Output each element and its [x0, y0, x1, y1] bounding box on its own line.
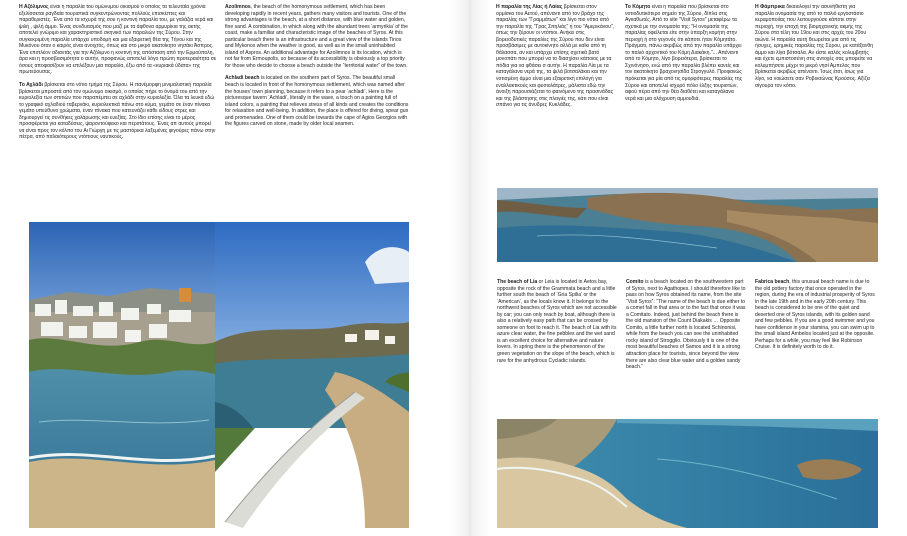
azolimnos-english-paragraph: Azolimnos, the beach of the homonymous settlement, which has been developing rapidly in recent years, gathers many visitors and tourists. One of the strong advantages is the beach, at a short distance, with blue water and golden, fine sand. A combination, in which along with the abundant trees ‘armyrikia’ of the coast, make a familiar and characteristic image of the beaches of Syros. At this particular beach there is an infrastructure and a great view of the islands Tinos and Mykonos when the weather is good, as well as in the small uninhabited island of Aspros. An additional advantage for Azolimnos is its location, which is not far from Ermoupolis, so because of its accessibility is obviously a top priority for those who decide to choose a beach outside the “territorial water” of the town.: [225, 4, 409, 69]
comito-english-column: [626, 279, 746, 419]
comito-greek-paragraph: Το Κόμητο είναι η παραλία που βρίσκεται στο νοτιοδυτικότερο σημείο της Σύρου, δίπλα στις Αγκαθωτές. Από το site "Visit Syros" μεταφέρω τα σχετικά με την ονομασία της: "Η ονομασία της παραλίας οφείλεται είτε στην ύπαρξη κομήτη στην περιοχή ή στο γεγονός ότι κάποτε ήταν Κόμητάτο. Πράγματι, πάνω ακριβώς από την παραλία υπάρχει το παλιό αρχοντικό του Κόμη Διακάκη."... Απέναντι από το Κόμητο, λίγο βορειότερα, βρίσκεται το Σχινόνησο, ενώ από την παραλία βλέπει κανείς και τον ακατοίκητο βραχονησίδα Στρογγυλό. Προφανώς πρόκειται για μία από τις ομορφότερες παραλίες της Σύρου και αποτελεί ισχυρό πόλο έλξης τουριστών, αφού πέρα από την θέα διαθέτει και καταγάλανα νερά και μια ολόχρυση αμμουδιά.: [625, 4, 743, 102]
achladi-beach-photo: [215, 222, 409, 528]
fabrica-english-paragraph: Fabrica beach, this unusual beach name is due to the old pottery factory that once operated in the region, during the era of industrial prosperity of Syros in the late 19th and in the early 20th century. This beach is considered to be one of the quiet and deserted one of Syros islands, with its golden sand and few pebbles. If you are a good swimmer and you have confidence in your stamina, you can swim up to the small island Ambelos located just at the opposite. Perhaps for a while, you may feel like Robinson Cruise. It is definitely worth to do it.: [755, 279, 875, 351]
lia-english-paragraph: The beach of Lia or Leia is located in Aetos bay, opposite the rock of the Grammata beach and a little further south the beach of ‘Gria Spilia’ or the ‘American’, as the locals know it. It belongs to the northwest beaches of Syros which are not accessible by car; you can only reach by boat, although there is also a relatively easy path that can be crossed by someone on foot to reach it. The beach of Lia with its azure clear water, the fine pebbles and the wet sand is an excellent choice for alternative and nature lovers. In spring there is the phenomenon of the green vegetation on the slope of the beach, which is rare for the anhydrous Cycladic islands.: [497, 279, 617, 364]
page-gutter: [450, 0, 490, 536]
comito-greek-column: [625, 4, 744, 190]
left-english-column: [225, 4, 409, 220]
achladi-english-paragraph: Achladi beach is located on the southern part of Syros. The beautiful small beach is located in front of the homonymous settlement, which was named after the houses’ town planning, because it refers to a pear ‘achladi’. Here is the picturesque tavern ‘Achladi’, literally in the wave, a touch on a painting full of island colors, a painting that relieves stress of all kinds and creates the conditions for relaxation and well-being. In addition, the place is offered for diving, spear gun and promenades. One of them could be towards the cape of Agios Georgios with the figures carved on stone, made by older local seamen.: [225, 75, 409, 128]
lia-english-column: [497, 279, 617, 419]
fabrica-english-column: [755, 279, 877, 419]
achladi-greek-paragraph: Το Αχλάδι βρίσκεται στο νότιο τμήμα της Σύρου. Η πανέμορφη μινιμαλιστική παραλία βρίσκεται μπροστά από τον ομώνυμο οικισμό, ο οποίος πήρε το όνομά του από την κυριολεξία των σπιτιών που παραπέμπει σε αχλάδι στην κυριολεξία. Όλα τα λευκά εδώ το γραφικό αχλαδιού ταβερνάκι, κυριολεκτικά πάνω στο κύμα, γεμάτο σε έναν πίνακα γεμάτο υπεύθυνο χρώματα, έναν πίνακα που κατευνάζει κάθε είδους στρες και δημιουργεί τις συνθήκες χαλάρωσης και ευεξίας. Στο ίδιο επίσης είναι το μέρος προσφέρεται για καταδύσεις, ψαροντούφεκο και περιπάτους. Ένας απ αυτούς μπορεί να είναι προς τον κόλπο του Αι Γιώργη με τις μαστόρικα λαξεμένες φιγούρες πάνω στην πέτρα, από παλαιότερους ντόπιους ναυτικούς.: [19, 82, 216, 141]
lia-beach-photo: [497, 188, 878, 262]
fabrica-beach-photo: [497, 419, 878, 528]
fabrica-greek-paragraph: Η Φάμπρικα δικαιολογεί την ασυνήθιστη για παραλία ονομασία της από το παλιό εργοστάσιο κεραμοποιίας που λειτουργούσε κάποτε στην περιοχή, την εποχή της βιομηχανικής ακμής της Σύρου στα τέλη του 19ου και στις αρχές του 20ου αιώνα. Η παραλία αυτή θεωρείται μια από τις ήσυχες, ερημικές παραλίες της Σύρου, με κατάξανθη άμμο και λίγα βότσαλα. Αν είστε καλός κολυμβητής και έχετε εμπιστοσύνη στις αντοχές σας μπορείτε να κολυμπήσετε μέχρι το μικρό νησί Αμπελος που βρίσκεται ακριβώς απέναντι. Ίσως έτσι, ίσως για λίγο, να νοιώσετε σαν Ροβινσώνας Κρούσος. Αξίζει σίγουρα τον κόπο.: [755, 4, 874, 89]
lia-greek-column: [496, 4, 616, 190]
comito-english-paragraph: Comito is a beach located on the southwestern part of Syros, next to Agathopes. I should therefore like to pass on how Syros obtained its name, from the site “Visit Syros”: “The name of the beach is due either to a comet fall in that area or to the fact that once it was a Comitato. Indeed, just behind the beach there is the old mansion of the Count Diakakis … Opposite Comito, a little further north is located Schinonisi, while from the beach you can see the uninhabited rocky island of Strogglio. Obviously it is one of the most beautiful beaches of Samos and it is a strong attraction place for tourists, since beyond the view there are also clear blue water and a golden sandy beach.”: [626, 279, 746, 371]
left-greek-column: [19, 4, 217, 220]
azolimnos-village-photo: [29, 222, 215, 528]
fabrica-greek-column: [755, 4, 874, 134]
lia-greek-paragraph: Η παραλία της Λίας ή Λαίας βρίσκεται στον ορμίσκο του Αετού, απέναντι από τον βράχο της παραλίας των "Γραμμάτων" και λίγο πιο νότια από την παραλία της "Γρας Σπηλιάς" ή του "Αμερικάνου", όπως την ξέρουν οι ντόπιοι. Ανήκει στις βορειοδυτικές παραλίες της Σύρου που δεν είναι προσβάσιμες με αυτοκίνητο αλλά με καΐκι από τη θάλασσα, αν και υπάρχει επίσης σχετικά βατό μονοπάτι που μπορεί να το διασχίσει κάποιος με τα πόδια για να φθάσει σ αυτήν. Η παραλία Λία με τα καταγάλανα νερά της, τα ψιλά βοτσαλάκια και την νοτισμένη άμμο είναι μια εξαιρετική επιλογή για εναλλακτικούς και φυσιολάτρες, μάλιστα εδώ την άνοιξη παρουσιάζεται το φαινόμενο της πρασινάδας και της βλάστησης στις πλαγιές της, κάτι που είναι σπάνιο για τις άνυδρες Κυκλάδες.: [496, 4, 615, 109]
azolimnos-greek-paragraph: Η Αζόλιμνος είναι η παραλία του ομώνυμου οικισμού ο οποίος τα τελευταία χρόνια εξελίσσεται ραγδαία τουριστικά συγκεντρώνοντας πολλούς επισκέπτες και παραθεριστές. Ένα από τα ισχυρά της σου η κοντινή παραλία του, με γαλάζια νερά και ψιλή , ψιλή άμμο. Ένας συνδυασμός που μαζί με τα άφθονα αρμυρίκια της ακτής αποτελεί γνώριμο και χαρακτηριστικό σκηνικό των παραλιών της Σύρου. Στην συγκεκριμένη παραλία υπάρχει υποδομή και μια εξαιρετική θέα της Τήνου και της Μυκόνου όταν ο καιρός είναι ανοιχτός, όπως και στο μικρό ακατοίκητο νησάκι Άσπρος. Ένα επιπλέον αδιαντάς για την Αζόλιμνο η κοντινή της απόσταση από την Ερμούπολη, άρα και η προσβασιμότητα ο αυτήν, προφανώς αποτελεί λόγο πρώτη προτεραιότητα σε όσους αποφασίζουν να επιλέξουν μια παραλία, έξω από τα «κυριακά ύδατα» της πρωτεύουσας.: [19, 4, 217, 76]
